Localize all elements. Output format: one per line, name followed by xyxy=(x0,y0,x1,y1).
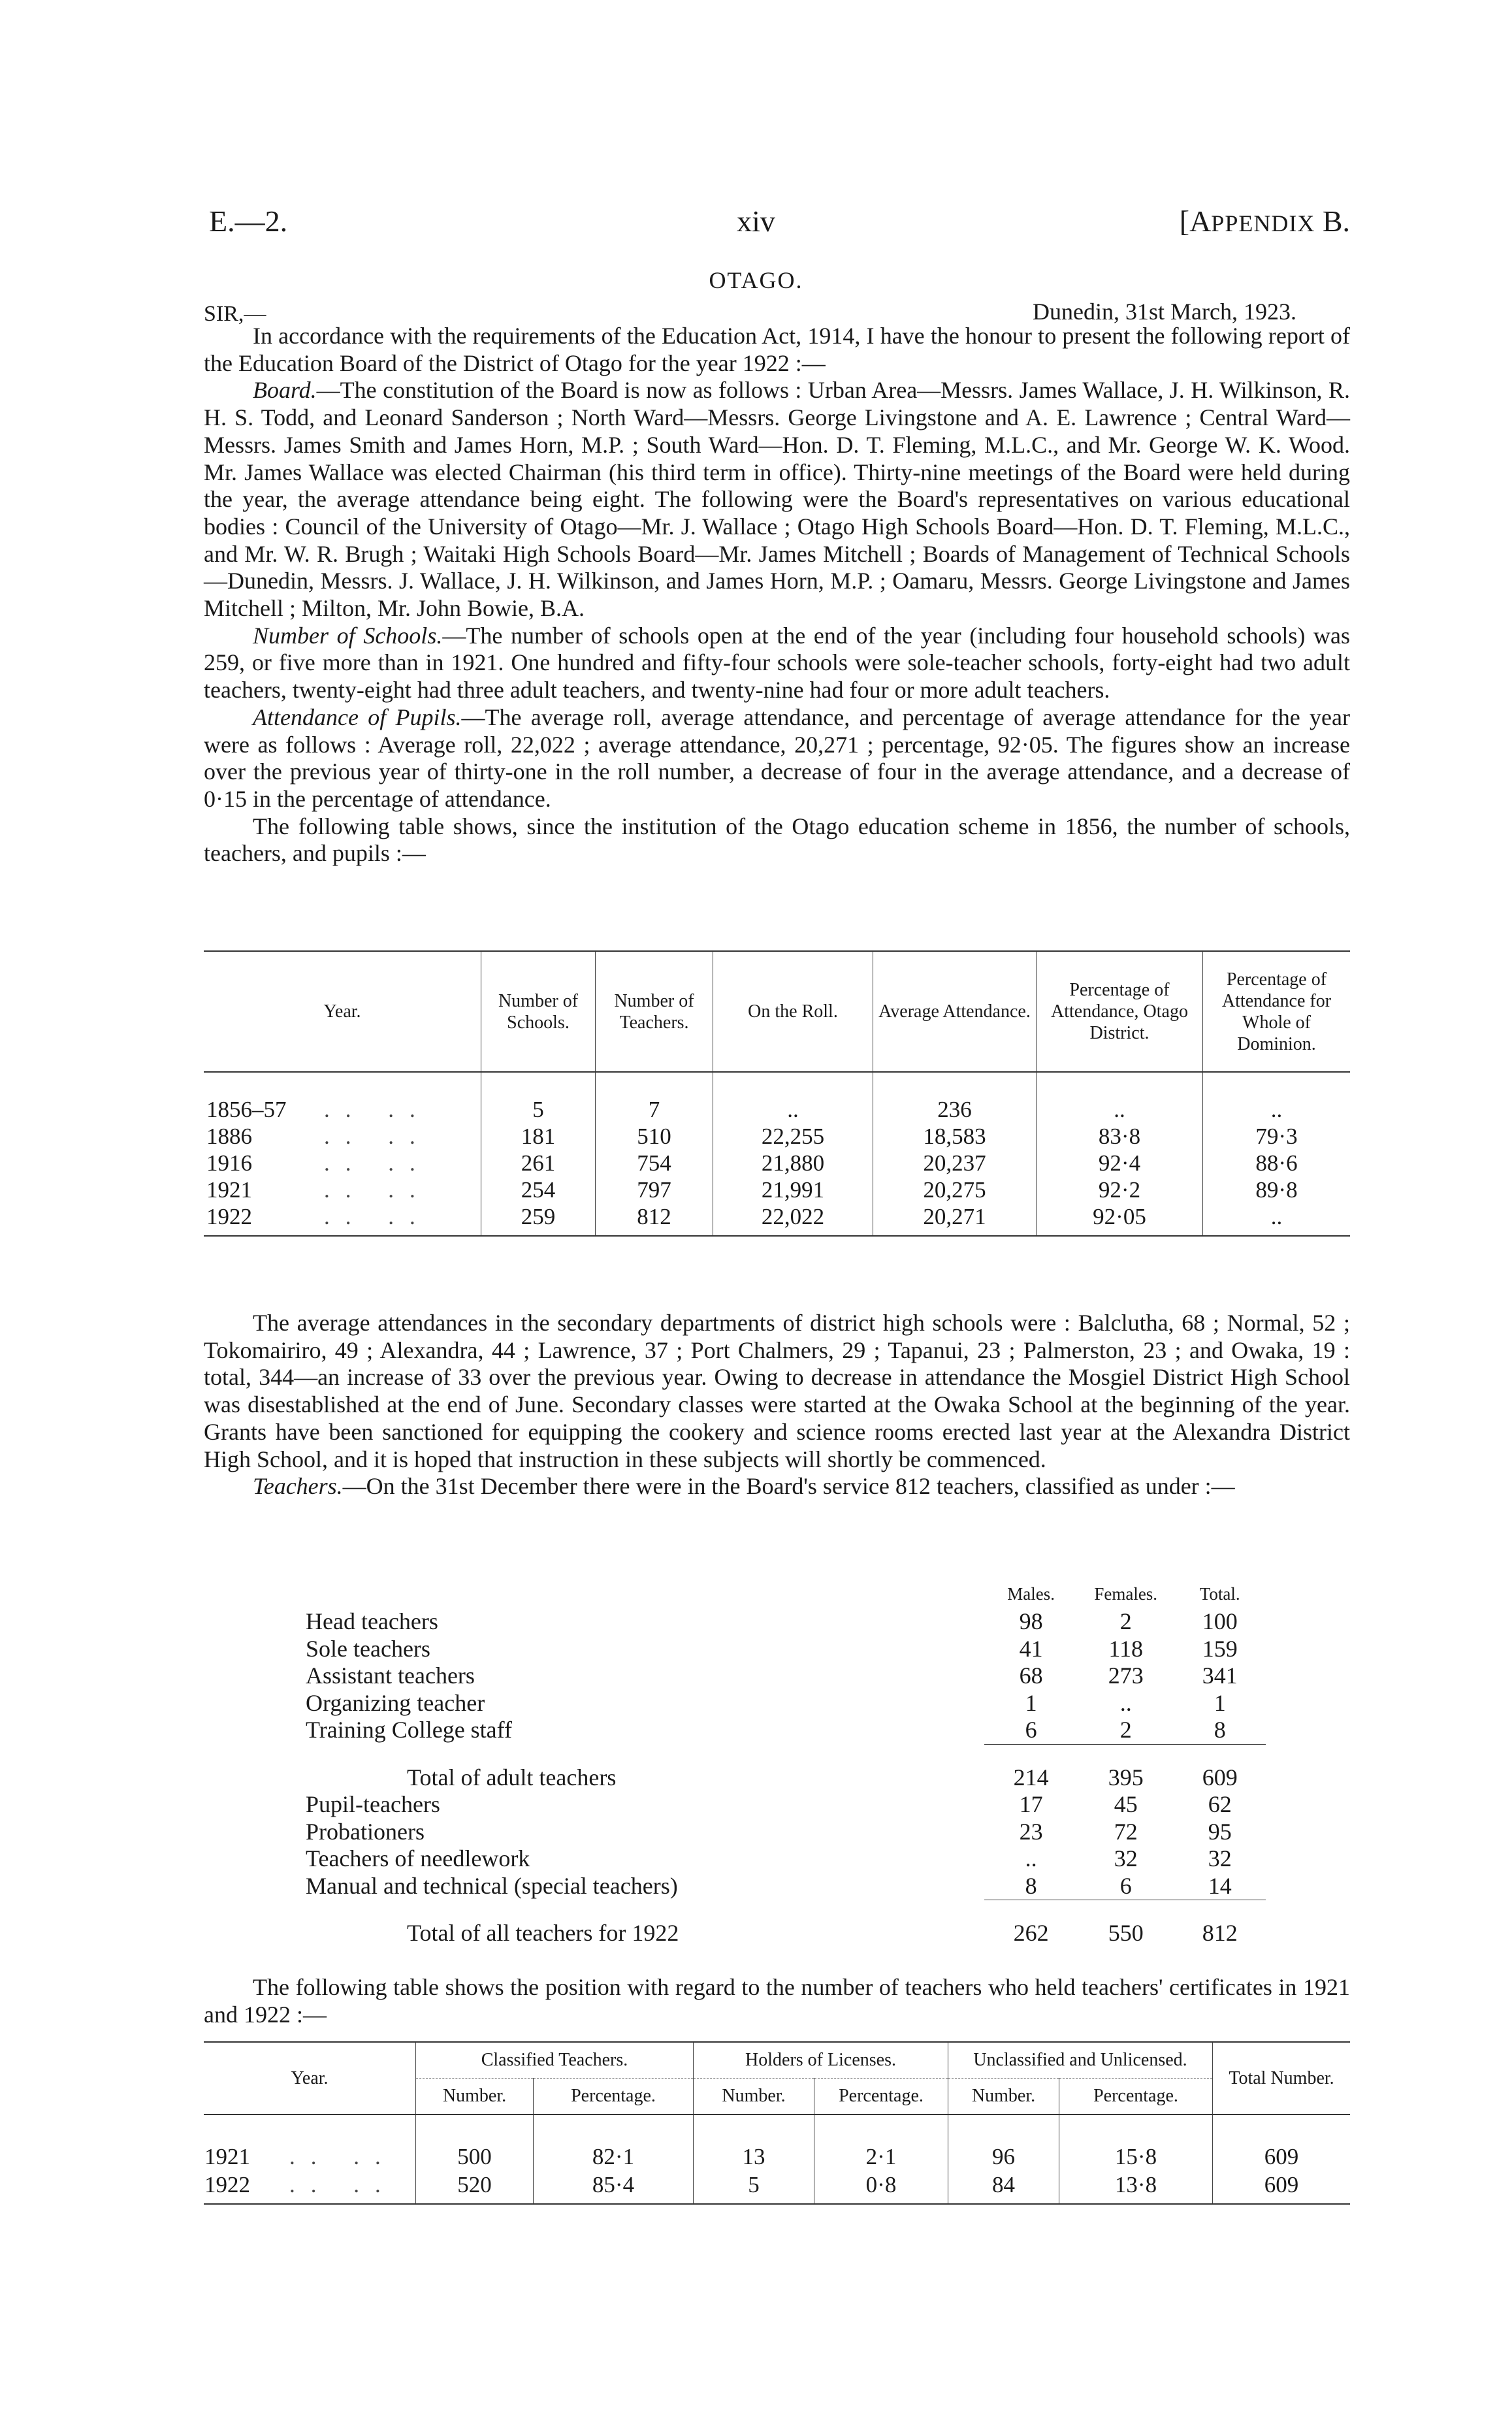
table-cell: 609 xyxy=(1202,1764,1238,1790)
table-cell: 812 xyxy=(596,1203,713,1236)
table-row xyxy=(306,1920,1266,1947)
table-cell: 21,991 xyxy=(713,1176,873,1203)
table-cell: 609 xyxy=(1264,2144,1299,2169)
table-cell: 181 xyxy=(481,1123,596,1150)
secondary-paragraph: The average attendances in the secondary departments of district high schools were : Balclutha, 68 ; Normal, 52 ; Tokomairiro, 49 ; Alexandra, 44 ; Lawrence, 37 ; Port Chalmers, 29 ; Tapanui, 23 ; Palmerston, 23 ; and Owaka, 19 : total, 344—an increase of 33 over the previous year. Owing to decrease in attendance the Mosgiel District High School was disestablished at the end of June. Secondary classes were started at the Owaka School at the beginning of the year. Grants have been sanctioned for equipping the cookery and science rooms erected last year at the Alexandra District High School, and it is hoped that instruction in these subjects will shortly be commenced. xyxy=(204,1310,1350,1472)
table-cell: 2 xyxy=(1078,1717,1174,1744)
table-cell: 254 xyxy=(481,1176,596,1203)
leader-dots: .. .. xyxy=(324,1124,431,1149)
table-cell: 259 xyxy=(481,1203,596,1236)
col-classified-percentage: Percentage. xyxy=(534,2079,694,2115)
table-cell: 79·3 xyxy=(1255,1124,1298,1149)
table-cell: 85·4 xyxy=(534,2171,694,2204)
table-cell: 20,275 xyxy=(873,1176,1037,1203)
appendix-label: [APPENDIX B. xyxy=(1179,204,1350,238)
report-body-1 xyxy=(204,323,1350,867)
table-cell: 159 xyxy=(1202,1635,1238,1662)
year-label: 1916 xyxy=(206,1150,252,1176)
intro-paragraph: In accordance with the requirements of the Education Act, 1914, I have the honour to present the following report of the Education Board of the District of Otago for the year 1922 :— xyxy=(204,323,1350,376)
row-label: Head teachers xyxy=(306,1608,438,1634)
table-cell xyxy=(204,2143,416,2171)
table-cell: 32 xyxy=(1114,1845,1138,1871)
table-cell: 341 xyxy=(1202,1662,1238,1689)
table1-intro: The following table shows, since the institution of the Otago education scheme in 1856, the number of schools, teachers, and pupils :— xyxy=(204,813,1350,867)
teachers-paragraph: Teachers.—On the 31st December there were in the Board's service 812 teachers, classified as under :— xyxy=(253,1473,1235,1500)
table-cell: 17 xyxy=(1019,1791,1043,1817)
table-cell: 45 xyxy=(1114,1791,1138,1817)
table-cell: 2·1 xyxy=(814,2143,948,2171)
leader-dots: .. .. xyxy=(324,1177,431,1203)
row-label: Sole teachers xyxy=(306,1635,430,1662)
table-cell: 83·8 xyxy=(1037,1123,1203,1150)
col-schools: Number of Schools. xyxy=(481,951,596,1072)
table-cell: 100 xyxy=(1202,1608,1238,1634)
row-label: Training College staff xyxy=(306,1717,512,1743)
leader-dots: .. .. xyxy=(324,1150,431,1176)
table-cell: .. xyxy=(1025,1845,1037,1871)
table-cell: 98 xyxy=(1019,1608,1043,1634)
table-cell: 92·4 xyxy=(1037,1150,1203,1176)
col-year: Year. xyxy=(204,2042,416,2114)
table-row xyxy=(306,1764,1266,1792)
table-cell: 609 xyxy=(1213,2171,1351,2204)
certificates-table xyxy=(204,2041,1350,2205)
table-cell: 14 xyxy=(1174,1873,1266,1900)
table-cell: 118 xyxy=(1108,1635,1144,1662)
table-row xyxy=(306,1873,1266,1900)
schools-teachers-pupils-table xyxy=(204,950,1350,1237)
year-label: 1886 xyxy=(206,1124,252,1149)
leader-dots: .. .. xyxy=(289,2172,396,2197)
col-classified-number: Number. xyxy=(416,2079,534,2115)
row-label: Total of all teachers for 1922 xyxy=(407,1920,679,1946)
table-cell: 18,583 xyxy=(873,1123,1037,1150)
table-row xyxy=(306,1791,1266,1819)
table-cell: 261 xyxy=(481,1150,596,1176)
table-cell: 96 xyxy=(948,2143,1059,2171)
year-label: 1921 xyxy=(204,2144,250,2169)
table-cell: .. xyxy=(1119,1689,1132,1716)
table-header-row xyxy=(306,1580,1266,1608)
table-row xyxy=(204,1096,1350,1123)
table-row xyxy=(306,1662,1266,1690)
table-cell: 95 xyxy=(1208,1818,1232,1845)
table-cell: .. xyxy=(713,1096,873,1123)
table-cell: 214 xyxy=(1013,1764,1049,1790)
col-females: Females. xyxy=(1094,1584,1158,1604)
table-row xyxy=(204,1123,1350,1150)
table-cell: 262 xyxy=(1013,1920,1049,1946)
table-cell xyxy=(204,1203,481,1236)
col-pct-dominion: Percentage of Attendance for Whole of Dominion. xyxy=(1221,969,1332,1054)
table-cell: 21,880 xyxy=(713,1150,873,1176)
table-row xyxy=(204,1203,1350,1236)
table-cell xyxy=(204,1096,481,1123)
group-licenses: Holders of Licenses. xyxy=(694,2042,948,2079)
table-header-row xyxy=(204,951,1350,1072)
table-row xyxy=(306,1608,1266,1636)
table-row xyxy=(204,1176,1350,1203)
col-attendance: Average Attendance. xyxy=(873,951,1037,1072)
page-ref: E.—2. xyxy=(209,204,288,238)
row-label: Probationers xyxy=(306,1818,425,1845)
col-males: Males. xyxy=(1007,1584,1055,1604)
table-cell: 1 xyxy=(1214,1689,1226,1716)
attendance-paragraph: Attendance of Pupils.—The average roll, average attendance, and percentage of average attendance for the year were as follows : Average roll, 22,022 ; average attendance, 20,271 ; percentage, 92·05. The figures show an increase over the previous year of thirty-one in the roll number, a decrease of four in the average attendance, and a decrease of 0·15 in the percentage of attendance. xyxy=(204,704,1351,812)
teachers-classification-table xyxy=(306,1580,1266,1947)
table-cell: 8 xyxy=(984,1873,1078,1900)
table-cell xyxy=(204,1150,481,1176)
table-cell: 62 xyxy=(1208,1791,1232,1817)
dateline: Dunedin, 31st March, 1923. xyxy=(1033,299,1296,325)
col-year: Year. xyxy=(204,951,481,1072)
table-cell: .. xyxy=(1270,1097,1283,1122)
table-cell xyxy=(204,2171,416,2204)
table-row xyxy=(306,1819,1266,1846)
year-label: 1921 xyxy=(206,1177,252,1203)
schools-paragraph: Number of Schools.—The number of schools open at the end of the year (including four household schools) was 259, or five more than in 1921. One hundred and fifty-four schools were sole-teacher schools, forty-eight had two adult teachers, twenty-eight had three adult teachers, and twenty-nine had four or more adult teachers. xyxy=(204,622,1350,704)
table-cell: 89·8 xyxy=(1255,1177,1298,1203)
table-row xyxy=(204,2143,1350,2171)
year-label: 1922 xyxy=(206,1204,252,1229)
table-row xyxy=(306,1717,1266,1744)
table-cell: 754 xyxy=(596,1150,713,1176)
table-cell: 72 xyxy=(1114,1818,1138,1845)
table-cell: 32 xyxy=(1208,1845,1232,1871)
table-row xyxy=(204,2171,1350,2204)
table-row xyxy=(306,1845,1266,1873)
board-paragraph: Board.—The constitution of the Board is now as follows : Urban Area—Messrs. James Wallace, J. H. Wilkinson, R. H. S. Todd, and Leonard Sanderson ; North Ward—Messrs. George Livingstone and A. E. Lawrence ; Central Ward—Messrs. James Smith and James Horn, M.P. ; South Ward—Hon. D. T. Fleming, M.L.C., and Mr. George W. K. Wood. Mr. James Wallace was elected Chairman (his third term in office). Thirty-nine meetings of the Board were held during the year, the average attendance being eight. The following were the Board's representatives on various educational bodies : Council of the University of Otago—Mr. J. Wallace ; Otago High Schools Board—Hon. D. T. Fleming, M.L.C., and Mr. W. R. Brugh ; Waitaki High Schools Board—Mr. James Mitchell ; Boards of Management of Technical Schools—Dunedin, Messrs. J. Wallace, J. H. Wilkinson, and James Horn, M.P. ; Oamaru, Messrs. George Livingstone and James Mitchell ; Milton, Mr. John Bowie, B.A. xyxy=(204,377,1350,622)
group-classified: Classified Teachers. xyxy=(416,2042,694,2079)
table-cell: 797 xyxy=(596,1176,713,1203)
table-cell: 22,255 xyxy=(713,1123,873,1150)
table-row xyxy=(306,1690,1266,1717)
table-cell: 8 xyxy=(1174,1717,1266,1744)
table-cell xyxy=(204,1176,481,1203)
table-cell: 20,237 xyxy=(873,1150,1037,1176)
page-title: OTAGO. xyxy=(709,267,803,293)
row-label: Teachers of needlework xyxy=(306,1845,530,1871)
table-cell: 550 xyxy=(1108,1920,1144,1946)
table-cell: 2 xyxy=(1119,1608,1132,1634)
col-licenses-number: Number. xyxy=(694,2079,814,2115)
col-unclassified-percentage: Percentage. xyxy=(1059,2079,1213,2115)
col-total-number: Total Number. xyxy=(1213,2042,1351,2114)
year-label: 1922 xyxy=(204,2172,250,2197)
leader-dots: .. .. xyxy=(289,2144,396,2169)
table-cell: 82·1 xyxy=(534,2143,694,2171)
row-label: Total of adult teachers xyxy=(407,1764,617,1790)
table-cell: 20,271 xyxy=(873,1203,1037,1236)
table-cell: 520 xyxy=(416,2171,534,2204)
col-licenses-percentage: Percentage. xyxy=(814,2079,948,2115)
table-row xyxy=(306,1636,1266,1663)
table-cell: .. xyxy=(1203,1203,1351,1236)
year-label: 1856–57 xyxy=(206,1097,287,1122)
table-cell: 84 xyxy=(948,2171,1059,2204)
table-cell xyxy=(204,1123,481,1150)
table-cell: 500 xyxy=(416,2143,534,2171)
row-label: Pupil-teachers xyxy=(306,1791,440,1817)
col-unclassified-number: Number. xyxy=(948,2079,1059,2115)
salutation: SIR,— xyxy=(204,302,266,326)
table-cell: 13 xyxy=(694,2143,814,2171)
table-cell: 23 xyxy=(1019,1818,1043,1845)
table-cell: 88·6 xyxy=(1255,1150,1298,1176)
table-cell: 15·8 xyxy=(1059,2143,1213,2171)
col-pct-otago: Percentage of Attendance, Otago District. xyxy=(1037,951,1203,1072)
leader-dots: .. .. xyxy=(324,1097,431,1122)
col-teachers: Number of Teachers. xyxy=(596,951,713,1072)
table-cell: 6 xyxy=(984,1717,1078,1744)
table-cell: 92·05 xyxy=(1037,1203,1203,1236)
table-cell: 22,022 xyxy=(713,1203,873,1236)
page-number: xiv xyxy=(737,204,775,238)
table-cell: 1 xyxy=(1025,1689,1037,1716)
table-cell: 5 xyxy=(481,1096,596,1123)
row-label: Assistant teachers xyxy=(306,1662,475,1689)
col-roll: On the Roll. xyxy=(713,951,873,1072)
col-total: Total. xyxy=(1199,1584,1240,1604)
table-cell: 13·8 xyxy=(1059,2171,1213,2204)
table-cell: 5 xyxy=(694,2171,814,2204)
table-cell: 236 xyxy=(873,1096,1037,1123)
table-cell: 395 xyxy=(1108,1764,1144,1790)
table-cell: 7 xyxy=(596,1096,713,1123)
report-body-3 xyxy=(204,1974,1350,2028)
table-row xyxy=(204,1150,1350,1176)
table3-intro: The following table shows the position with regard to the number of teachers who held teachers' certificates in 1921 and 1922 :— xyxy=(204,1974,1350,2028)
table-cell: 92·2 xyxy=(1037,1176,1203,1203)
table-cell: 510 xyxy=(596,1123,713,1150)
table-cell: 68 xyxy=(1019,1662,1043,1689)
row-label: Manual and technical (special teachers) xyxy=(306,1872,678,1899)
table-cell: 812 xyxy=(1202,1920,1238,1946)
table-cell: 0·8 xyxy=(814,2171,948,2204)
table-cell: 273 xyxy=(1108,1662,1144,1689)
report-body-2 xyxy=(204,1310,1350,1500)
table-cell: 6 xyxy=(1078,1873,1174,1900)
table-cell: 41 xyxy=(1019,1635,1043,1662)
row-label: Organizing teacher xyxy=(306,1689,485,1716)
leader-dots: .. .. xyxy=(324,1204,431,1229)
group-unclassified: Unclassified and Unlicensed. xyxy=(948,2042,1213,2079)
table-cell: .. xyxy=(1037,1096,1203,1123)
